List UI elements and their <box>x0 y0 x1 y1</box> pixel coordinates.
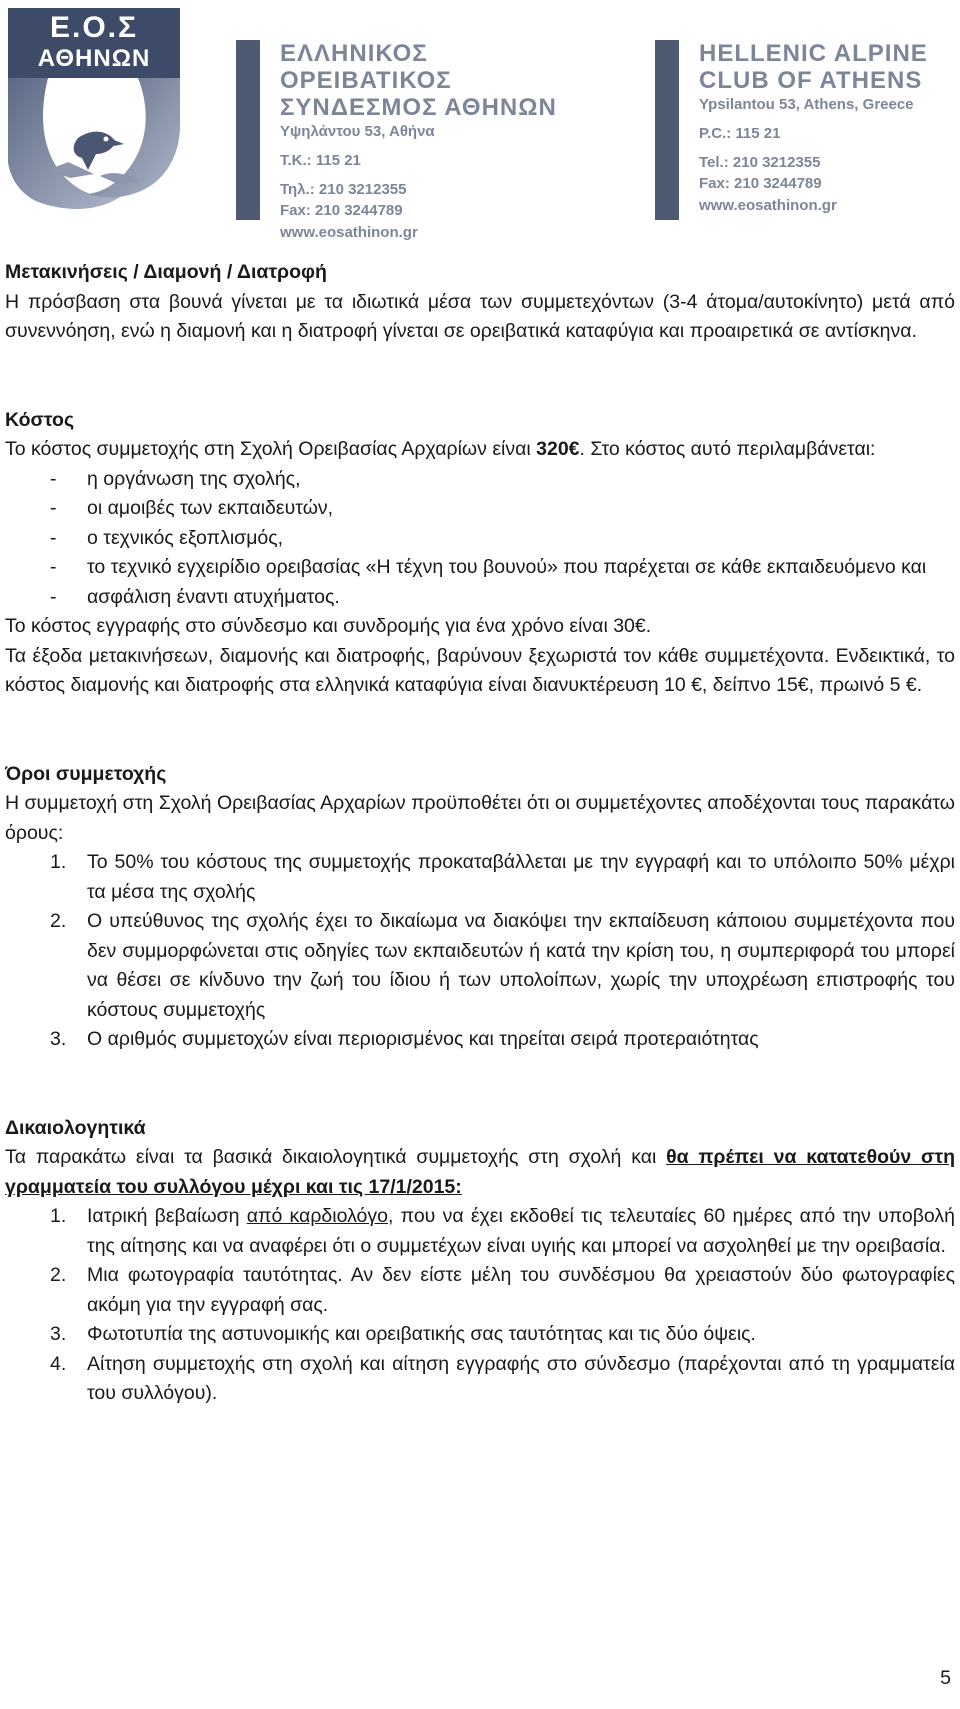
page-number: 5 <box>940 1667 951 1689</box>
greek-fax: Fax: 210 3244789 <box>280 202 403 219</box>
greek-org-name-line2: ΣΥΝΔΕΣΜΟΣ ΑΘΗΝΩΝ <box>280 94 557 121</box>
list-item <box>5 848 955 907</box>
list-text: Μια φωτογραφία ταυτότητας. Αν δεν είστε μέλη του συνδέσμου θα χρειαστούν δύο φωτογραφίες ακόμη για την εγγραφή σας. <box>87 1264 955 1316</box>
list-item <box>5 1025 955 1055</box>
cost-amount: 320€ <box>536 438 580 460</box>
list-text: Ο αριθμός συμμετοχών είναι περιορισμένος και τηρείται σειρά προτεραιότητας <box>87 1028 759 1050</box>
documents-heading: Δικαιολογητικά <box>5 1116 146 1139</box>
registration-cost: Το κόστος εγγραφής στο σύνδεσμο και συνδρομής για ένα χρόνο είναι 30€. <box>5 615 652 637</box>
list-item <box>5 1202 955 1261</box>
list-item: - οι αμοιβές των εκπαιδευτών, <box>5 494 955 524</box>
list-item: - η οργάνωση της σχολής, <box>5 465 955 495</box>
transport-section <box>5 258 955 347</box>
cost-heading: Κόστος <box>5 408 75 431</box>
english-website: www.eosathinon.gr <box>699 197 837 214</box>
expenses-text: Τα έξοδα μετακινήσεων, διαμονής και διατροφής, βαρύνουν ξεχωριστά τον κάθε συμμετέχοντα. Ενδεικτικά, το κόστος διαμονής και διατροφής στα ελληνικά καταφύγια είναι διανυκτέρευση 10 €, δείπνο 15€, πρωινό 5 €. <box>5 644 955 696</box>
cost-intro <box>5 435 955 465</box>
list-number: 4. <box>50 1352 67 1375</box>
list-item: - ο τεχνικός εξοπλισμός, <box>5 524 955 554</box>
greek-accent-bar <box>236 40 260 220</box>
cardiologist-emphasis: από καρδιολόγο <box>246 1205 388 1227</box>
terms-list <box>5 848 955 1055</box>
list-item: - το τεχνικό εγχειρίδιο ορειβασίας «Η τέχνη του βουνού» που παρέχεται σε κάθε εκπαιδευόμενο και <box>5 553 955 583</box>
list-item <box>5 907 955 1025</box>
cost-section <box>5 406 955 701</box>
letterhead <box>0 0 960 241</box>
english-phone: Tel.: 210 3212355 <box>699 154 821 171</box>
documents-section <box>5 1114 955 1409</box>
terms-section <box>5 760 955 1055</box>
documents-deadline: θα πρέπει να κατατεθούν στη γραμματεία του συλλόγου μέχρι και τις 17/1/2015: <box>5 1146 955 1198</box>
logo-banner <box>8 8 180 78</box>
greek-org-name-line1: ΕΛΛΗΝΙΚΟΣ ΟΡΕΙΒΑΤΙΚΟΣ <box>280 40 452 94</box>
greek-postal-code: Τ.Κ.: 115 21 <box>280 152 361 169</box>
list-text: Ιατρική βεβαίωση <box>87 1205 247 1227</box>
list-number: 3. <box>50 1028 67 1050</box>
transport-text: Η πρόσβαση στα βουνά γίνεται με τα ιδιωτικά μέσα των συμμετεχόντων (3-4 άτομα/αυτοκίνητο) μετά από συνεννόηση, ενώ η διαμονή και η διατροφή γίνεται σε ορειβατικά καταφύγια και προαιρετικά σε αντίσκηνα. <box>5 290 955 342</box>
terms-heading: Όροι συμμετοχής <box>5 762 167 785</box>
terms-intro: Η συμμετοχή στη Σχολή Ορειβασίας Αρχαρίων προϋποθέτει ότι οι συμμετέχοντες αποδέχονται τους παρακάτω όρους: <box>5 792 955 844</box>
list-item <box>5 1261 955 1320</box>
transport-heading: Μετακινήσεις / Διαμονή / Διατροφή <box>5 261 327 283</box>
documents-intro-text: Τα παρακάτω είναι τα βασικά δικαιολογητικά συμμετοχής στη σχολή και <box>5 1146 667 1168</box>
eagle-icon <box>8 78 180 220</box>
list-item <box>5 1320 955 1350</box>
document-body <box>5 258 955 1409</box>
list-text-continuation: , που να έχει εκδοθεί τις τελευταίες 60 ημέρες από την υποβολή της αίτησης και να αναφέρει ότι ο συμμετέχων είναι υγιής και μπορεί να ασχοληθεί με την ορειβασία. <box>87 1205 955 1257</box>
list-text: Το 50% του κόστους της συμμετοχής προκαταβάλλεται με την εγγραφή και το υπόλοιπο 50% μέχρι τα μέσα της σχολής <box>87 851 955 903</box>
list-number: 3. <box>50 1323 67 1345</box>
list-item <box>5 1350 955 1409</box>
list-text: Φωτοτυπία της αστυνομικής και ορειβατικής σας ταυτότητας και τις δύο όψεις. <box>87 1323 756 1345</box>
greek-website: www.eosathinon.gr <box>280 224 418 241</box>
club-logo <box>8 8 180 220</box>
english-accent-bar <box>655 40 679 220</box>
english-org-name-line1: HELLENIC ALPINE <box>699 40 928 67</box>
logo-city: ΑΘΗΝΩΝ <box>37 45 151 72</box>
list-number: 1. <box>50 1205 67 1227</box>
list-number: 2. <box>50 910 67 932</box>
english-address: Ypsilantou 53, Athens, Greece <box>699 96 914 113</box>
english-fax: Fax: 210 3244789 <box>699 175 822 192</box>
greek-address: Υψηλάντου 53, Αθήνα <box>280 123 435 140</box>
english-org-name-line2: CLUB OF ATHENS <box>699 67 923 94</box>
english-postal-code: P.C.: 115 21 <box>699 125 781 142</box>
list-item: - ασφάλιση έναντι ατυχήματος. <box>5 583 955 613</box>
list-text: Αίτηση συμμετοχής στη σχολή και αίτηση εγγραφής στο σύνδεσμο (παρέχονται από τη γραμματεία του συλλόγου). <box>87 1352 955 1404</box>
documents-intro <box>5 1143 955 1202</box>
cost-included-list <box>5 465 955 613</box>
list-number: 2. <box>50 1264 67 1286</box>
greek-phone: Τηλ.: 210 3212355 <box>280 181 407 198</box>
cost-intro-text: Το κόστος συμμετοχής στη Σχολή Ορειβασίας Αρχαρίων είναι <box>5 438 537 460</box>
list-number: 1. <box>50 851 67 873</box>
list-text: Ο υπεύθυνος της σχολής έχει το δικαίωμα να διακόψει την εκπαίδευση κάποιου συμμετέχοντα που δεν συμμορφώνεται στις οδηγίες των εκπαιδευτών ή κατά την κρίση του, η συμπεριφορά του μπορεί να θέσει σε κίνδυνο την ζωή του ίδιου ή των υπολοίπων, χωρίς την υποχρέωση επιστροφής του κόστους συμμετοχής <box>87 910 955 1021</box>
logo-abbreviation: Ε.Ο.Σ <box>49 11 139 44</box>
cost-intro-continuation: . Στο κόστος αυτό περιλαμβάνεται: <box>579 438 876 460</box>
documents-list <box>5 1202 955 1409</box>
